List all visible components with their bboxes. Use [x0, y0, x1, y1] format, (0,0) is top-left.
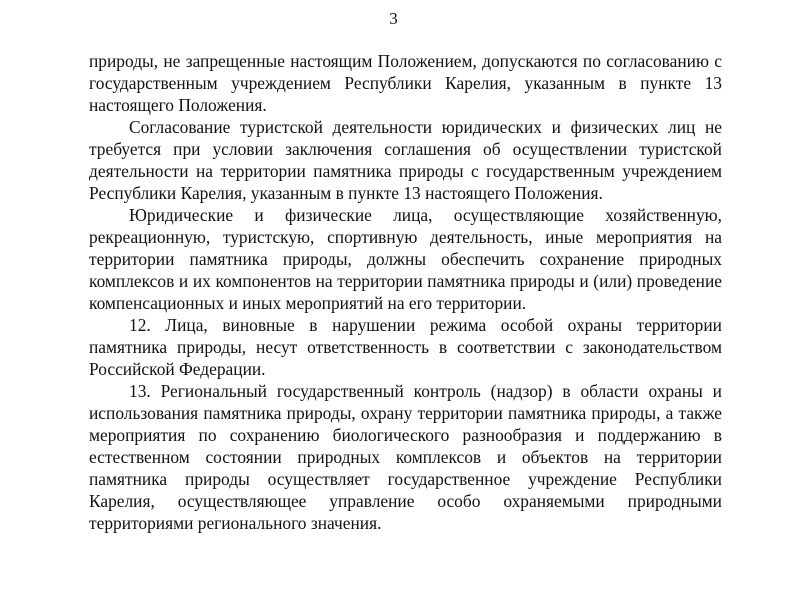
- paragraph-legal-entities-obligations: Юридические и физические лица, осуществляющие хозяйственную, рекреационную, туристскую, спортивную деятельность, иные мероприятия на территории памятника природы, должны обеспечить сохранение природных комплексов и их компонентов на территории памятника природы и (или) проведение компенсационных и иных мероприятий на его территории.: [89, 205, 722, 313]
- paragraph-continuation: природы, не запрещенные настоящим Положением, допускаются по согласованию с государственным учреждением Республики Карелия, указанным в пункте 13 настоящего Положения.: [89, 51, 722, 115]
- page-number: 3: [389, 9, 398, 28]
- paragraph-item-13: 13. Региональный государственный контроль (надзор) в области охраны и использования памятника природы, охрану территории памятника природы, а также мероприятия по сохранению биологического разнообразия и поддержанию в естественном состоянии природных комплексов и объектов на территории памятника природы осуществляет государственное учреждение Республики Карелия, осуществляющее управление особо охраняемыми природными территориями регионального значения.: [89, 381, 722, 533]
- paragraph-tourism-approval: Согласование туристской деятельности юридических и физических лиц не требуется при условии заключения соглашения об осуществлении туристской деятельности на территории памятника природы с государственным учреждением Республики Карелия, указанным в пункте 13 настоящего Положения.: [89, 117, 722, 203]
- paragraph-item-12: 12. Лица, виновные в нарушении режима особой охраны территории памятника природы, несут ответственность в соответствии с законодательством Российской Федерации.: [89, 315, 722, 379]
- document-body: [89, 50, 722, 534]
